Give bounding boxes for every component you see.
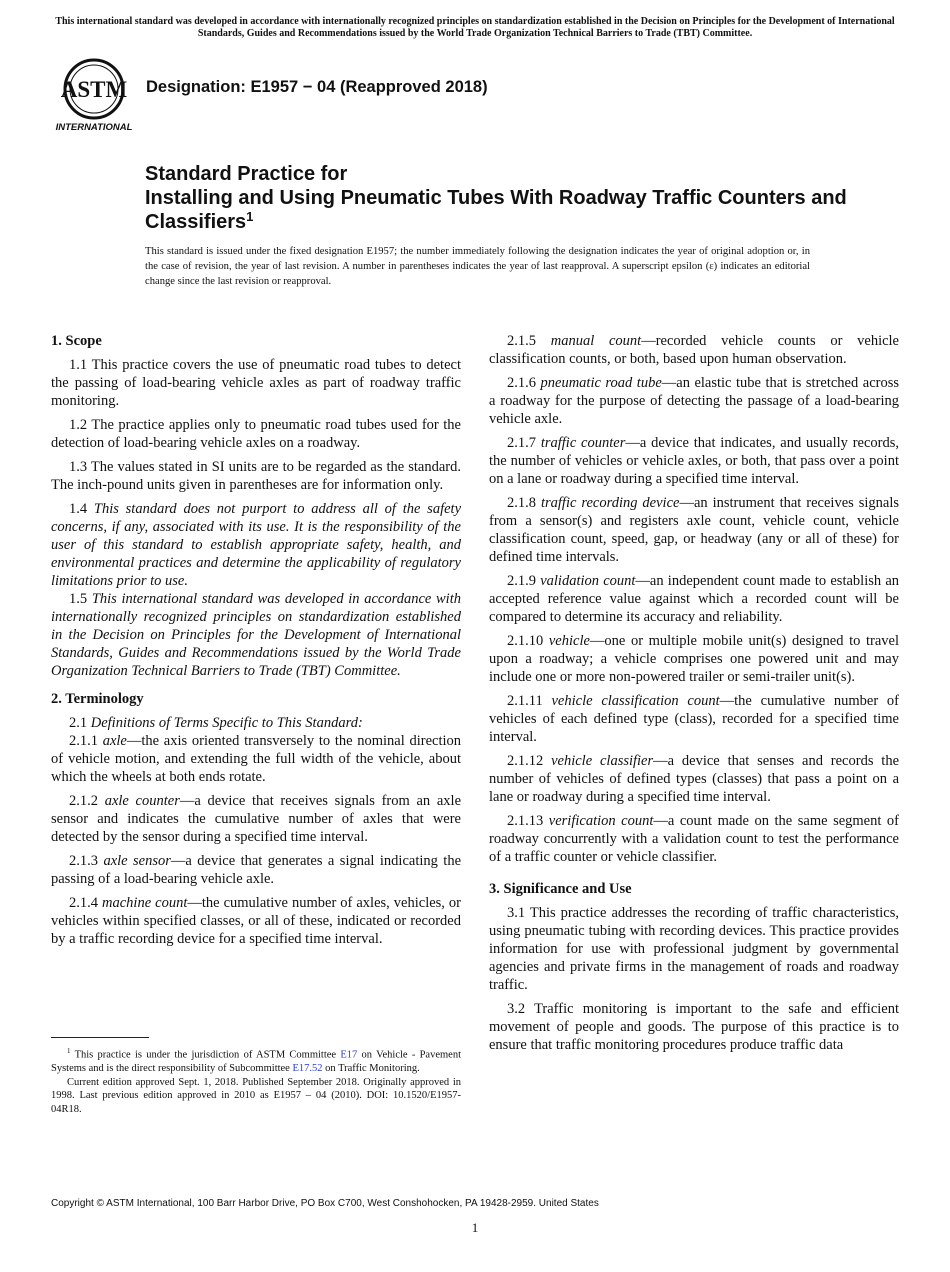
right-column (489, 332, 899, 1060)
committee-e17-link[interactable]: E17 (340, 1049, 358, 1061)
title-line-1: Standard Practice for (145, 163, 348, 185)
def-2-1-4: 2.1.4 machine count—the cumulative number of axles, vehicles, or vehicles within specified classes, or all of these, indicated or recorded by a traffic recording device for a specified time interval. (51, 895, 462, 947)
top-notice: This international standard was developed in accordance with internationally recognized principles on standardization established in the Decision on Principles for the Development of International Standards, Guides and Recommendations issued by the World Trade Organization Technical Barriers to Trade (TBT) Committee. (55, 16, 895, 39)
para-1-5: 1.5 This international standard was developed in accordance with internationally recognized principles on standardization established in the Decision on Principles for the Development of International Standards, Guides and Recommendations issued by the World Trade Organization Technical Barriers to Trade (TBT) Committee. (51, 591, 461, 679)
def-2-1-1: 2.1.1 axle—the axis oriented transversely to the nominal direction of vehicle motion, and extending the full width of the vehicle, about which the wheels at both ends rotate. (51, 733, 462, 785)
intro-paragraph: This standard is issued under the fixed designation E1957; the number immediately following the designation indicates the year of original adoption or, in the case of revision, the year of last revision. A number in parentheses indicates the year of last reapproval. A superscript epsilon (ε) indicates an editorial change since the last revision or reapproval. (145, 246, 810, 287)
astm-logo (52, 56, 136, 134)
def-2-1-8: 2.1.8 traffic recording device—an instrument that receives signals from a sensor(s) and registers axle count, vehicle count, vehicle classification count, speed, gap, or headway (any or all of these) for defined time intervals. (489, 495, 900, 565)
def-2-1-7: 2.1.7 traffic counter—a device that indicates, and usually records, the number of vehicles or vehicle axles, or both, that pass over a point on a lane or roadway during a specified time interval. (489, 435, 899, 487)
def-2-1-9: 2.1.9 validation count—an independent count made to establish an accepted reference value against which a recorded count will be compared to determine its accuracy and reliability. (489, 573, 900, 625)
footnote-1: $^1$ This practice is under the jurisdiction of ASTM Committee E17 on Vehicle - Pavement Systems and is the direct responsibility of Subcommittee E17.52 on Traffic Monitoring. (51, 1047, 461, 1074)
para-1-3: 1.3 The values stated in SI units are to be regarded as the standard. The inch-pound units given in parentheses are for information only. (51, 459, 461, 493)
section-2-heading: 2. Terminology (51, 691, 144, 707)
logo-letters: ASTM (60, 77, 128, 102)
def-2-1-3: 2.1.3 axle sensor—a device that generates a signal indicating the passing of a load-bearing vehicle axle. (51, 853, 462, 887)
para-3-2: 3.2 Traffic monitoring is important to the safe and efficient movement of people and goods. The purpose of this practice is to ensure that traffic monitoring procedures produce traffic data (489, 1001, 899, 1053)
designation: Designation: E1957 − 04 (Reapproved 2018) (146, 78, 488, 96)
footnotes (51, 1045, 461, 1116)
footnote-edition: Current edition approved Sept. 1, 2018. Published September 2018. Originally approved in 1998. Last previous edition approved in 2010 as E1957 – 04 (2010). DOI: 10.1520/E1957-04R18. (51, 1076, 461, 1115)
left-column (51, 332, 461, 954)
def-2-1-6: 2.1.6 pneumatic road tube—an elastic tube that is stretched across a roadway for the purpose of detecting the passage of a load-bearing vehicle axle. (489, 375, 899, 427)
def-2-1-13: 2.1.13 verification count—a count made on the same segment of roadway concurrently with a validation count to test the performance of a traffic counter or vehicle classifier. (489, 813, 900, 865)
page-number: 1 (471, 1220, 479, 1235)
para-1-2: 1.2 The practice applies only to pneumatic road tubes used for the detection of load-bearing vehicle axles on a roadway. (51, 417, 461, 451)
section-3-heading: 3. Significance and Use (489, 881, 632, 897)
copyright-line: Copyright © ASTM International, 100 Barr Harbor Drive, PO Box C700, West Conshohocken, PA 19428-2959. United States (51, 1198, 599, 1209)
def-2-1-5: 2.1.5 manual count—recorded vehicle counts or vehicle classification counts, or both, based upon human observation. (489, 333, 899, 367)
def-2-1-10: 2.1.10 vehicle—one or multiple mobile unit(s) designed to travel upon a roadway; a vehicle comprises one powered unit and may include one or more non-powered trailer or semi-trailer unit(s). (489, 633, 899, 685)
def-2-1-11: 2.1.11 vehicle classification count—the cumulative number of vehicles of each defined type (class), recorded for a specified time interval. (489, 693, 899, 745)
para-1-1: 1.1 This practice covers the use of pneumatic road tubes to detect the passing of load-bearing vehicle axles as part of roadway traffic monitoring. (51, 357, 461, 409)
logo-subtext: INTERNATIONAL (55, 122, 133, 133)
title-line-2: Installing and Using Pneumatic Tubes With Roadway Traffic Counters and Classifiers$^1$ (145, 187, 847, 233)
title-footnote-mark[interactable]: 1 (246, 209, 254, 224)
para-1-4: 1.4 This standard does not purport to address all of the safety concerns, if any, associated with its use. It is the responsibility of the user of this standard to establish appropriate safety, health, and environmental practices and determine the applicability of regulatory limitations prior to use. (51, 501, 462, 589)
def-2-1-12: 2.1.12 vehicle classifier—a device that senses and records the number of vehicles of defined types (classes) that pass a point on a lane or roadway during a specified time interval. (489, 753, 900, 805)
para-3-1: 3.1 This practice addresses the recording of traffic characteristics, using pneumatic tubing with recording devices. This practice provides information for use with professional judgment by governmental agencies and private firms in the management of roads and roadway traffic. (489, 905, 899, 993)
footnote-divider (51, 1037, 149, 1038)
document-title (145, 162, 865, 234)
section-1-heading: 1. Scope (51, 333, 102, 349)
def-2-1-2: 2.1.2 axle counter—a device that receives signals from an axle sensor and indicates the cumulative number of axles that were detected by the sensor during a specified time interval. (51, 793, 462, 845)
para-2-1: 2.1 Definitions of Terms Specific to This Standard: (69, 715, 363, 731)
subcommittee-e17-52-link[interactable]: E17.52 (292, 1063, 323, 1074)
